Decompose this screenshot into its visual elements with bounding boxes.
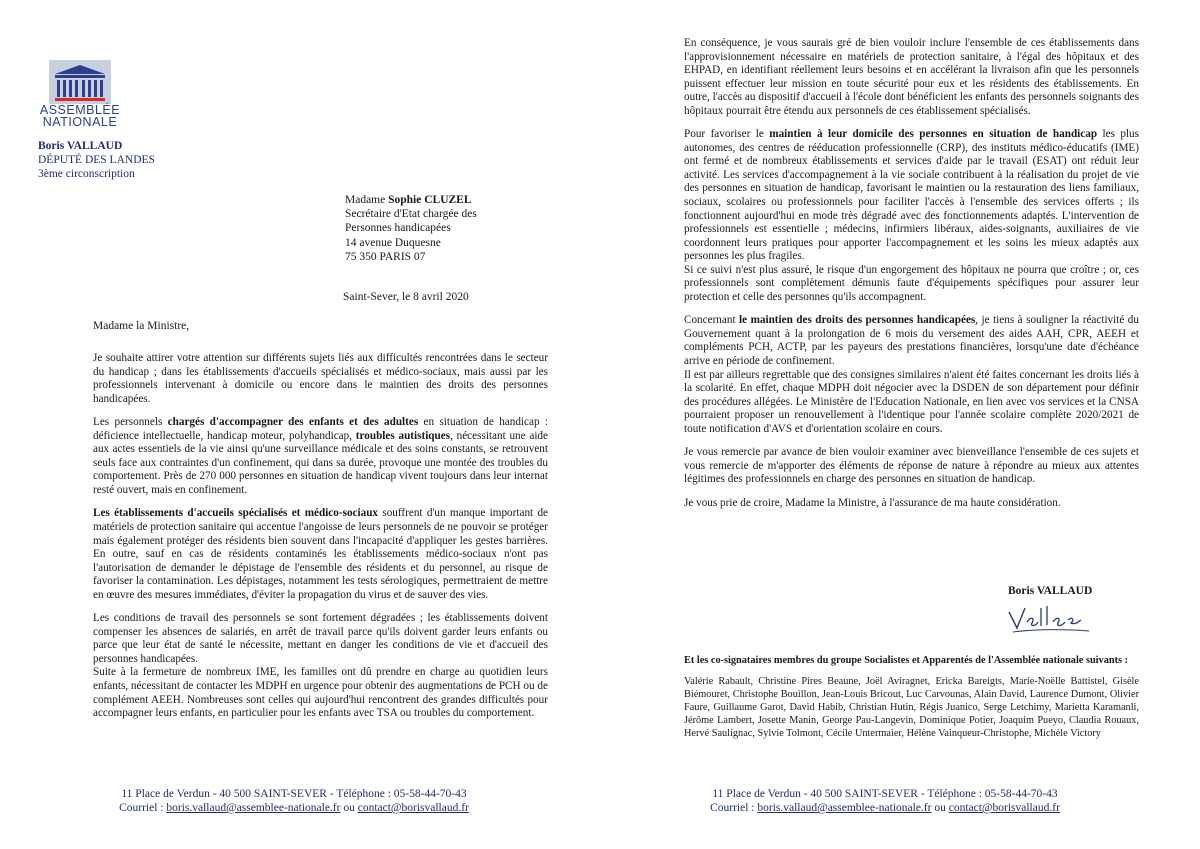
recipient-line-5: 75 350 PARIS 07 [345, 250, 426, 263]
hemicycle-icon [49, 60, 111, 104]
footer-mail-label: Courriel : [710, 802, 758, 814]
recipient-civility: Madame [345, 194, 386, 206]
recipient-line-3: Personnes handicapées [345, 222, 451, 235]
footer-right [585, 787, 1185, 815]
recipient-line-2: Secrétaire d'Etat chargée des [345, 208, 477, 221]
paragraph-emphasis: le maintien des droits des personnes handicapées [739, 314, 976, 327]
cosign-intro-text: Et les co-signataires membres du groupe Socialistes et Apparentés de l'Assemblée nationale suivants : [684, 655, 1129, 666]
sender-district: 3ème circonscription [38, 168, 135, 180]
paragraph-politesse: Je vous prie de croire, Madame la Ministre, à l'assurance de ma haute considération. [684, 496, 1061, 509]
paragraph-text: Pour favoriser le [684, 128, 770, 141]
sender-block [38, 139, 155, 181]
sender-name: Boris VALLAUD [38, 140, 123, 152]
footer-or: ou [931, 802, 949, 814]
footer-left [0, 787, 594, 815]
paragraph-text: Les personnels [93, 416, 168, 429]
paragraph-scolarite: Il est par ailleurs regrettable que des consignes similaires n'aient été faites concernant les droits liés à la scolarité. En effet, chaque MDPH doit négocier avec la DSDEN de son département pour définir des procédures allégées. Le Ministère de l'Education Nationale, en lien avec vos services et la CNSA pourraient proposer un renouvellement à l'identique pour l'année scolaire complète 2020/2021 de toute notification d'AVS et d'orientation scolaire en cours. [684, 368, 1139, 435]
paragraph-text: en situation de handicap : déficience intellectuelle, handicap moteur, polyhandicap, [93, 416, 549, 442]
recipient-block [345, 193, 477, 264]
assemblee-nationale-logo [36, 60, 124, 128]
footer-or: ou [340, 802, 358, 814]
recipient-name: Sophie CLUZEL [388, 194, 472, 206]
paragraph-text: , je tiens à souligner la réactivité du Gouvernement quant à la prolongation de 6 mois du versement des aides AAH, CPR, AEEH et compléments PCH, ACTP, par les payeurs des prestations financières, lorsqu'une date d'échéance arrive en période de confinement. [684, 314, 1139, 368]
cosign-intro [684, 655, 1139, 668]
paragraph-conditions: Les conditions de travail des personnels se sont fortement dégradées ; les établissements doivent compenser les absences de salariés, en arrêt de travail parce qu'ils doivent garder leurs enfants ou parce que leur état de santé le nécessite, mettant en danger les conditions de vie et d'accueil des personnes handicapées. [93, 612, 548, 665]
letter-date: Saint-Sever, le 8 avril 2020 [343, 291, 469, 303]
footer-contact [585, 801, 1185, 815]
email-link-2[interactable]: contact@borisvallaud.fr [357, 802, 469, 814]
paragraph-droits [684, 314, 1139, 368]
paragraph-remerciements: Je vous remercie par avance de bien vouloir examiner avec bienveillance l'ensemble de ces sujets et vous remercie de m'apporter des éléments de réponse de nature à répondre au mieux aux attentes légitimes des professionnels en charge des personnes en situation de handicap. [684, 446, 1139, 486]
paragraph-emphasis: chargés d'accompagner des enfants et des adultes [167, 416, 419, 429]
sender-title: DÉPUTÉ DES LANDES [38, 154, 155, 166]
cosign-names: Valérie Rabault, Christine Pires Beaune, Joël Aviragnet, Ericka Bareigts, Marie-Noëlle Battistel, Gisèle Biémouret, Christophe Bouillon, Jean-Louis Bricout, Luc Carvounas, Alain David, Laurence Dumont, Olivier Faure, Guillaume Garot, David Habib, Christian Hutin, Régis Juanico, Serge Letchimy, Marietta Karamanli, Jérôme Lambert, Josette Manin, George Pau-Langevin, Dominique Potier, Joaquim Pueyo, Claudia Rouaux, Hervé Saulignac, Sylvie Tolmont, Cécile Untermaier, Hélène Vainqueur-Christophe, Michèle Victory [684, 675, 1139, 739]
handwritten-signature [1005, 602, 1095, 636]
paragraph-domicile [684, 128, 1139, 263]
paragraph-emphasis: maintien à leur domicile des personnes en situation de handicap [769, 128, 1098, 141]
letter-body-left [93, 352, 548, 731]
paragraph-consequence: En conséquence, je vous saurais gré de bien vouloir inclure l'ensemble de ces établissements dans l'approvisionnement nécessaire en matériels de protection sanitaire, à l'égal des hôpitaux et des EHPAD, en identifiant réellement leurs besoins et en accélérant la livraison afin que les personnels puissent effectuer leur mission en toute sécurité pour eux et les résidents des établissements. En outre, l'accès au dispositif d'accueil à l'école dont bénéficient les enfants des personnels soignants des hôpitaux pourrait être étendu aux personnels de ces établissement spécialisés. [684, 37, 1139, 117]
email-link-1[interactable]: boris.vallaud@assemblee-nationale.fr [757, 802, 932, 814]
paragraph-emphasis: troubles autistiques [355, 429, 451, 442]
paragraph-suivi: Si ce suivi n'est plus assuré, le risque d'un engorgement des hôpitaux ne pourra que croître ; or, ces professionnels sont complètement démunis faute d'équipements spécifiques pour assurer leur protection et celle des personnes qu'ils accompagnent. [684, 263, 1139, 303]
footer-mail-label: Courriel : [119, 802, 167, 814]
footer-address: 11 Place de Verdun - 40 500 SAINT-SEVER - Téléphone : 05-58-44-70-43 [712, 788, 1058, 800]
paragraph-personnels [93, 416, 548, 497]
footer-contact [0, 801, 594, 815]
email-link-2[interactable]: contact@borisvallaud.fr [948, 802, 1060, 814]
recipient-name-line [345, 193, 477, 207]
footer-address: 11 Place de Verdun - 40 500 SAINT-SEVER - Téléphone : 05-58-44-70-43 [121, 788, 467, 800]
signer-name: Boris VALLAUD [1008, 585, 1093, 597]
letter-body-right [684, 37, 1139, 521]
paragraph-text: souffrent d'un manque important de matériels de protection sanitaire qui accentue l'angoisse de leurs personnels de ne pouvoir se protéger mais également protéger des résidents bien souvent dans l'incapacité d'appliquer les gestes barrières. En outre, sauf en cas de résidents contaminés les établissements médico-sociaux n'ont pas l'autorisation de demander le dépistage de l'ensemble des résidents et du personnel, au risque de favoriser la contamination. Les dépistages, notamment les tests sérologiques, permettraient de mettre en œuvre des mesures immédiates, d'éviter la propagation du virus et de sauver des vies. [93, 507, 549, 601]
paragraph-text: les plus autonomes, des centres de rééducation professionnelle (CRP), des instituts médico-éducatifs (IME) ont fermé et de nombreux établissements et services d'aide par le travail (ESAT) ont réduit leur activité. Les services d'accompagnement à la vie sociale contribuent à la réalisation du projet de vie des personnes en situation de handicap, favorisant le maintien ou la restauration des liens familiaux, sociaux, scolaires ou professionnels pour faciliter l'accès à l'ensemble des services offerts ; ils fonctionnent aujourd'hui en mode très dégradé avec des fonctionnements adaptés. L'intervention de professionnels est essentielle ; médecins, infirmiers libéraux, aides-soignants, auxiliaires de vie coordonnent leurs pratiques pour apporter l'accompagnement et les soins les mieux adaptés aux personnes les plus fragiles. [684, 128, 1140, 263]
paragraph-emphasis: Les établissements d'accueils spécialisés et médico-sociaux [93, 507, 379, 520]
logo-line-1: ASSEMBLÉE [39, 103, 121, 117]
email-link-1[interactable]: boris.vallaud@assemblee-nationale.fr [166, 802, 341, 814]
paragraph-etablissements [93, 507, 548, 602]
paragraph-familles: Suite à la fermeture de nombreux IME, les familles ont dû prendre en charge au quotidien leurs enfants, nécessitant de contacter les MDPH en urgence pour obtenir des augmentations de PCH ou de complément AEEH. Nombreuses sont celles qui aujourd'hui rencontrent des grandes difficultés pour accompagner leurs enfants, en particulier pour les enfants avec TSA ou troubles du comportement. [93, 666, 548, 720]
paragraph-text: Concernant [684, 314, 740, 327]
cosignatories-block [684, 655, 1139, 748]
salutation: Madame la Ministre, [93, 320, 190, 332]
recipient-line-4: 14 avenue Duquesne [345, 236, 441, 249]
logo-line-2: NATIONALE [42, 115, 118, 129]
paragraph-intro: Je souhaite attirer votre attention sur différents sujets liés aux difficultés rencontrées dans le secteur du handicap ; dans les établissements d'accueils spécialisés et médico-sociaux, mais aussi par les professionnels intervenant à domicile ou encore dans le maintien des droits des personnes handicapées. [93, 352, 548, 405]
paragraph-text: , nécessitant une aide aux actes essentiels de la vie ainsi qu'une surveillance médicale et des soins constants, se retrouvent seuls face aux contraintes d'un confinement, qui dans sa durée, provoque une montée des troubles du comportement. Près de 270 000 personnes en situation de handicap vivent toujours dans leur internat resté ouvert, mais en confinement. [93, 429, 548, 496]
